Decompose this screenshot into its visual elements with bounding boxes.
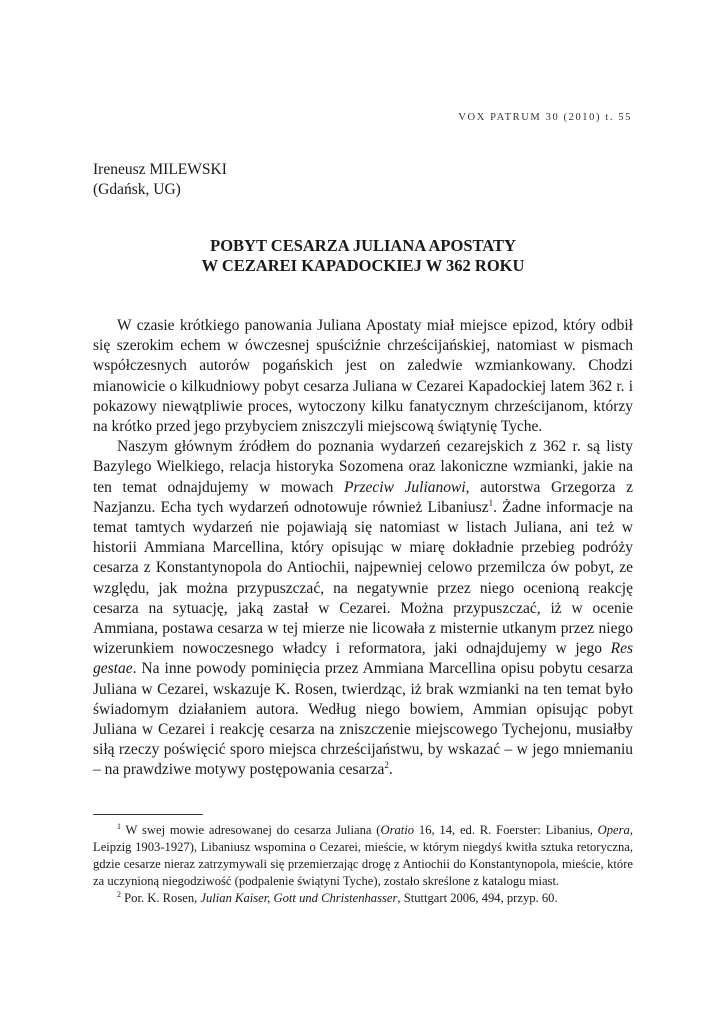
paragraph-1: W czasie krótkiego panowania Juliana Apostaty miał miejsce epizod, który odbił się szerokim echem w ówczesnej spuściźnie chrześcijańskiej, natomiast w pismach współczesnych autorów pogańskich jest on zaledwie wzmiankowany. Chodzi mianowicie o kilkudniowy pobyt cesarza Juliana w Cezarei Kapadockiej latem 362 r. i pokazowy niewątpliwie proces, wytoczony kilku fanatycznym chrześcijanom, którzy na krótko przed jego przybyciem zniszczyli miejscową świątynię Tyche. xyxy=(93,317,633,436)
footnote-2 xyxy=(93,890,633,907)
paragraph-2-text-e: . xyxy=(388,761,393,779)
footnote-ref-2[interactable]: 2 xyxy=(384,760,389,771)
footnote-1-italic-opera: Opera xyxy=(597,823,630,837)
footnote-2-text-b: , Stuttgart 2006, 494, przyp. 60. xyxy=(397,891,558,905)
paragraph-2-text-d: . Na inne powody pominięcia przez Ammiana Marcellina opisu pobytu cesarza Juliana w Cezarei, wskazuje K. Rosen, twierdząc, iż brak wzmianki na ten temat było świadomym działaniem autora. Według niego bowiem, Ammian opisując pobyt Juliana w Cezarei i reakcję cesarza na zniszczenie miejscowego Tychejonu, musiałby siłą rzeczy poświęcić sporo miejsca chrześcijaństwu, by wskazać – w jego mniemaniu – na prawdziwe motywy postępowania cesarza xyxy=(93,660,633,779)
author-surname: MILEWSKI xyxy=(149,161,227,178)
running-head: VOX PATRUM 30 (2010) t. 55 xyxy=(458,112,632,123)
footnote-1-number: 1 xyxy=(117,821,121,831)
paragraph-2-text-c: . Żadne informacje na temat tamtych wydarzeń nie pojawiają się natomiast w listach Juliana, ani też w historii Ammiana Marcellina, który opisując w miarę dokładnie przebieg podróży cesarza z Konstantynopola do Antiochii, najpewniej celowo przemilcza ów pobyt, ze względu, jak można przypuszczać, na negatywnie przez niego ocenioną reakcję cesarza na sytuację, jaką zastał w Cezarei. Można przypuszczać, iż w ocenie Ammiana, postawa cesarza w tej mierze nie licowała z misternie utkanym przez niego wizerunkiem nowoczesnego władcy i reformatora, jaki odnajdujemy w jego xyxy=(93,498,633,658)
title-line-2: W CEZAREI KAPADOCKIEJ W 362 ROKU xyxy=(201,256,525,275)
footnote-1-text-b: 16, 14, ed. R. Foerster: Libanius, xyxy=(414,823,598,837)
italic-title-przeciw-julianowi: Przeciw Julianowi xyxy=(343,478,466,496)
footnote-separator xyxy=(93,814,203,815)
footnotes xyxy=(93,822,633,907)
paragraph-2 xyxy=(93,437,633,780)
footnote-2-text-a: Por. K. Rosen, xyxy=(121,891,201,905)
author-name xyxy=(93,160,227,180)
article-title xyxy=(93,236,633,276)
footnote-ref-1[interactable]: 1 xyxy=(488,497,494,508)
author-block xyxy=(93,160,227,200)
footnote-2-italic-book-title: Julian Kaiser, Gott und Christenhasser xyxy=(200,891,398,905)
footnote-2-number: 2 xyxy=(117,889,121,899)
author-affiliation: (Gdańsk, UG) xyxy=(93,181,181,198)
footnote-1 xyxy=(93,822,633,890)
italic-title-res-gestae: Res gestae xyxy=(93,640,633,678)
footnote-1-text-a: W swej mowie adresowanej do cesarza Juliana ( xyxy=(121,823,381,837)
footnote-1-italic-oratio: Oratio xyxy=(380,823,415,837)
author-given-name: Ireneusz xyxy=(93,161,146,178)
paragraph-2-text-a: Naszym głównym źródłem do poznania wydarzeń cezarejskich z 362 r. są listy Bazylego Wielkiego, relacja historyka Sozomena oraz lakoniczne wzmianki, jakie na ten temat odnajdujemy w mowach xyxy=(93,438,633,496)
article-body xyxy=(93,316,633,781)
title-line-1: POBYT CESARZA JULIANA APOSTATY xyxy=(210,236,516,255)
footnote-1-text-c: , Leipzig 1903-1927), Libaniusz wspomina o Cezarei, mieście, w którym niegdyś kwitła sztuka retoryczna, gdzie cesarze nieraz zatrzymywali się przemierzając drogę z Antiochii do Konstantynopola, mieście, które za uczynioną niegodziwość (podpalenie świątyni Tyche), zostało skreślone z katalogu miast. xyxy=(93,823,633,888)
paragraph-2-text-b: , autorstwa Grzegorza z Nazjanzu. Echa tych wydarzeń odnotowuje również Libaniusz xyxy=(93,478,633,516)
